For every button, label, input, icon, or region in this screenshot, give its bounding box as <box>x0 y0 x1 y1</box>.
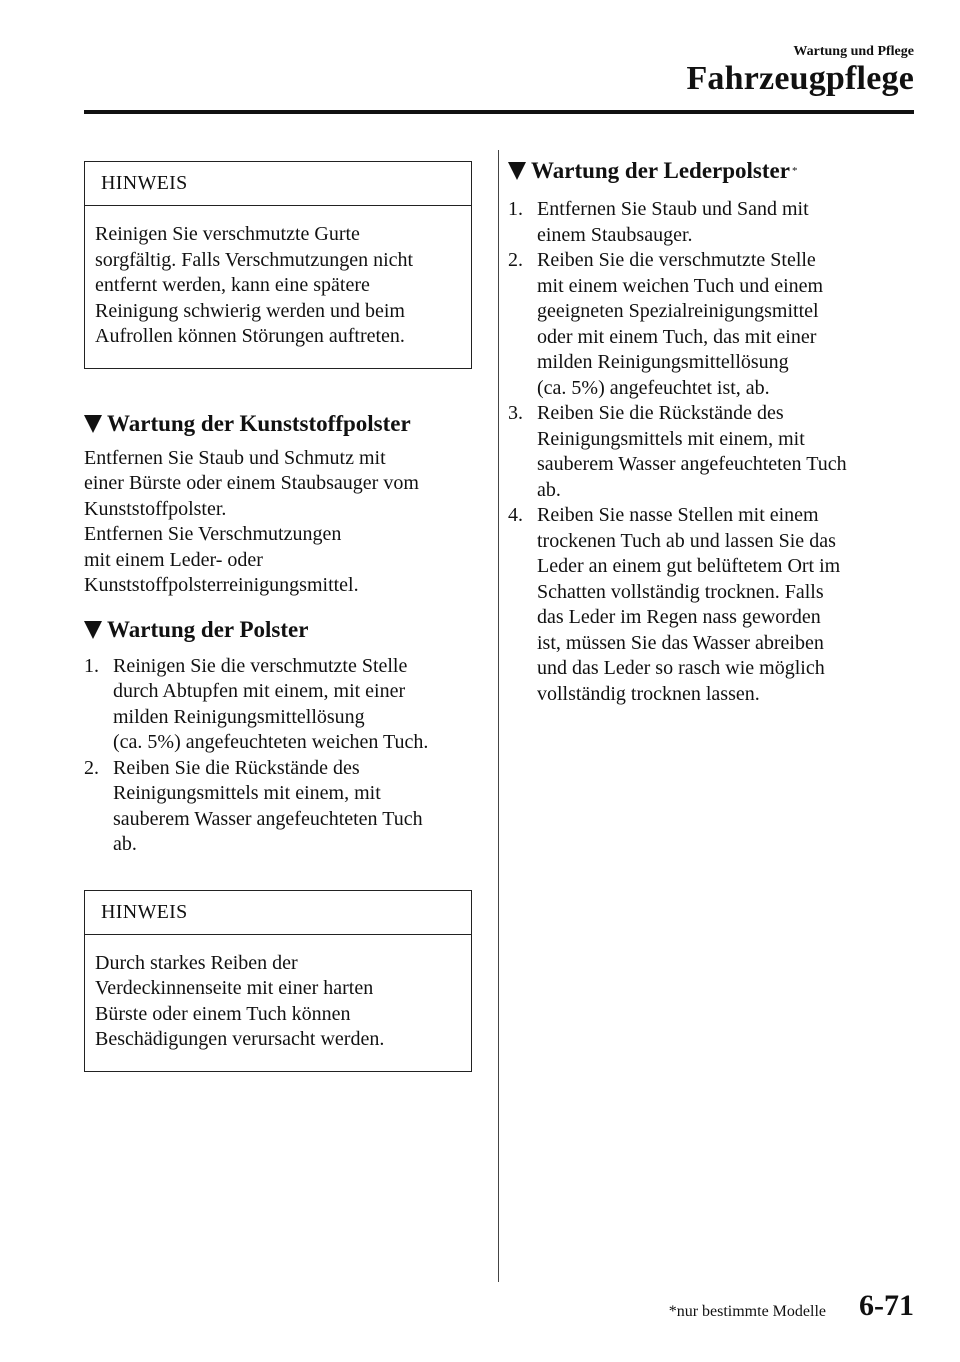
step-number: 4. <box>508 504 523 526</box>
note-box-roof <box>84 890 472 1072</box>
list-item <box>508 248 914 401</box>
step-line: oder mit einem Tuch, das mit einer <box>537 325 817 348</box>
list-item <box>84 756 472 858</box>
step-line: Reiben Sie nasse Stellen mit einem <box>537 504 819 526</box>
note-heading: HINWEIS <box>85 162 471 206</box>
note-line: Verdeckinnenseite mit einer harten <box>95 977 374 999</box>
step-line: sauberem Wasser angefeuchteten Tuch <box>537 453 847 475</box>
list-item <box>84 654 472 756</box>
step-line: das Leder im Regen nass geworden <box>537 606 821 628</box>
step-number: 2. <box>508 249 523 271</box>
paragraph-line: mit einem Leder- oder <box>84 548 263 571</box>
section-paragraph-plastic <box>84 446 472 599</box>
paragraph-line: Entfernen Sie Verschmutzungen <box>84 523 342 545</box>
step-line: (ca. 5%) angefeuchtet ist, ab. <box>537 376 770 399</box>
list-item <box>508 197 914 248</box>
step-line: sauberem Wasser angefeuchteten Tuch <box>113 807 423 830</box>
step-line: geeigneten Spezialreinigungsmittel <box>537 300 819 322</box>
section-heading-upholstery <box>84 617 472 643</box>
step-number: 1. <box>508 198 523 220</box>
note-heading: HINWEIS <box>85 891 471 935</box>
page-title: Fahrzeugpflege <box>686 60 914 97</box>
footnote-mark: * <box>791 165 798 177</box>
paragraph-line: Kunststoffpolsterreinigungsmittel. <box>84 574 359 596</box>
step-line: und das Leder so rasch wie möglich <box>537 657 825 679</box>
step-line: Entfernen Sie Staub und Sand mit <box>537 198 809 220</box>
section-heading-text: Wartung der Lederpolster <box>531 158 790 183</box>
header-rule <box>84 110 914 114</box>
note-line: entfernt werden, kann eine spätere <box>95 274 370 296</box>
upholstery-steps <box>84 654 472 858</box>
triangle-bullet-icon <box>84 621 102 639</box>
step-line: einem Staubsauger. <box>537 223 693 246</box>
step-number: 2. <box>84 756 99 779</box>
paragraph-line: Entfernen Sie Staub und Schmutz mit <box>84 446 386 469</box>
leather-steps <box>508 197 914 707</box>
left-column <box>84 161 472 1072</box>
step-line: durch Abtupfen mit einem, mit einer <box>113 680 406 702</box>
note-body <box>85 206 471 368</box>
header-section-label: Wartung und Pflege <box>793 44 914 59</box>
note-line: Durch starkes Reiben der <box>95 951 298 974</box>
note-line: Reinigen Sie verschmutzte Gurte <box>95 223 360 245</box>
step-line: vollständig trocknen lassen. <box>537 682 760 705</box>
section-heading-plastic <box>84 411 472 437</box>
step-line: Leder an einem gut belüftetem Ort im <box>537 555 841 577</box>
paragraph-line: einer Bürste oder einem Staubsauger vom <box>84 472 419 494</box>
step-line: Reinigungsmittels mit einem, mit <box>537 427 805 450</box>
note-line: Aufrollen können Störungen auftreten. <box>95 325 405 347</box>
page-number: 6-71 <box>859 1289 914 1322</box>
step-line: mit einem weichen Tuch und einem <box>537 274 824 297</box>
step-line: ab. <box>537 478 561 501</box>
step-line: milden Reinigungsmittellösung <box>537 351 789 373</box>
note-line: Reinigung schwierig werden und beim <box>95 299 405 322</box>
note-line: Bürste oder einem Tuch können <box>95 1002 351 1025</box>
note-box-belts <box>84 161 472 369</box>
step-line: milden Reinigungsmittellösung <box>113 705 365 728</box>
note-body <box>85 935 471 1071</box>
column-divider <box>498 150 499 1282</box>
step-line: trockenen Tuch ab und lassen Sie das <box>537 529 836 552</box>
list-item <box>508 401 914 503</box>
note-line: Beschädigungen verursacht werden. <box>95 1028 385 1050</box>
step-line: Schatten vollständig trocknen. Falls <box>537 580 824 603</box>
step-line: Reiben Sie die Rückstände des <box>113 756 360 779</box>
step-line: Reinigungsmittels mit einem, mit <box>113 782 381 804</box>
step-number: 1. <box>84 654 99 677</box>
triangle-bullet-icon <box>84 415 102 433</box>
step-line: (ca. 5%) angefeuchteten weichen Tuch. <box>113 731 429 753</box>
section-heading-text: Wartung der Polster <box>107 616 309 642</box>
triangle-bullet-icon <box>508 162 526 180</box>
step-line: Reinigen Sie die verschmutzte Stelle <box>113 654 408 677</box>
step-line: Reiben Sie die Rückstände des <box>537 402 784 424</box>
footnote: *nur bestimmte Modelle <box>668 1303 826 1320</box>
note-line: sorgfältig. Falls Verschmutzungen nicht <box>95 248 414 271</box>
step-line: ab. <box>113 833 137 855</box>
step-line: Reiben Sie die verschmutzte Stelle <box>537 249 816 271</box>
paragraph-line: Kunststoffpolster. <box>84 497 227 520</box>
right-column <box>508 158 914 707</box>
list-item <box>508 503 914 707</box>
step-line: ist, müssen Sie das Wasser abreiben <box>537 631 824 654</box>
section-heading-leather <box>508 158 914 184</box>
section-heading-text: Wartung der Kunststoffpolster <box>107 410 411 436</box>
step-number: 3. <box>508 402 523 424</box>
